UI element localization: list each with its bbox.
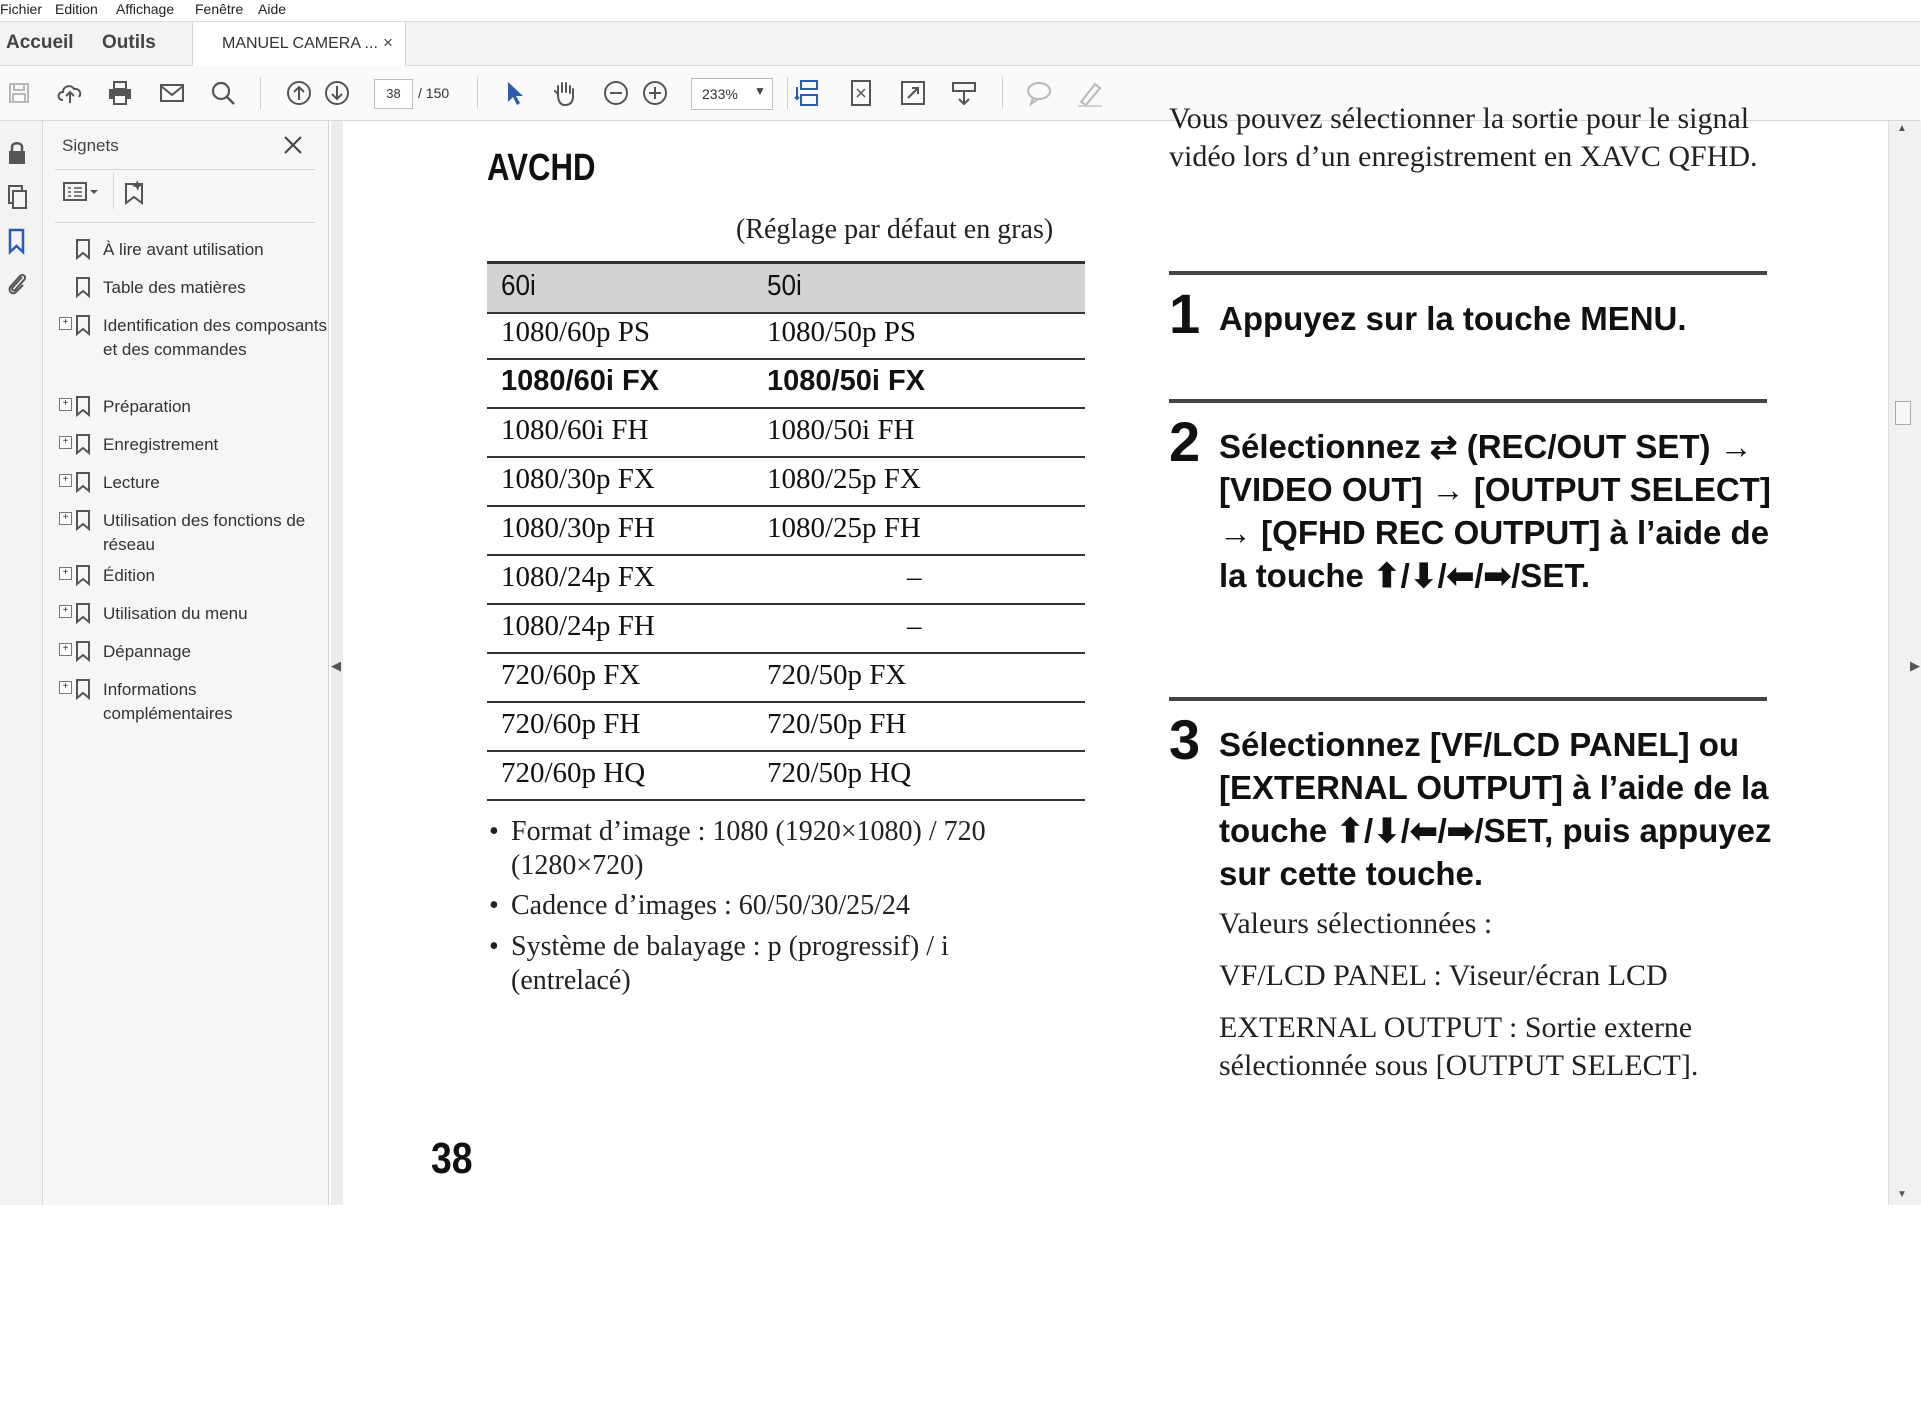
menu-fichier[interactable]: Fichier [0,1,43,17]
search-icon[interactable] [208,78,238,108]
bullet-dot: • [489,931,499,962]
table-cell: 1080/30p FH [501,512,655,544]
expand-icon[interactable]: + [59,398,72,411]
step-divider [1169,271,1767,275]
table-header: 60i [501,270,536,302]
fit-page-icon[interactable] [846,78,876,108]
table-cell: – [907,610,922,642]
bookmarks-panel [43,121,329,1205]
menu-fenetre[interactable]: Fenêtre [195,1,244,17]
attachments-icon[interactable] [4,269,30,297]
page-number-input[interactable]: 38 [374,79,413,109]
bullet-item [489,815,1009,885]
table-row [487,702,1085,752]
tab-document[interactable] [192,22,406,66]
menu-aide[interactable]: Aide [258,1,287,17]
toolbar-divider [477,77,478,109]
expand-right-panel-icon[interactable]: ▶ [1910,658,1920,673]
table-row [487,310,1085,360]
bookmark-label: Enregistrement [103,435,219,454]
menu-edition[interactable]: Edition [55,1,98,17]
bookmark-label: Identification des composants et des commandes [103,316,327,359]
value-item: VF/LCD PANEL : Viseur/écran LCD [1219,959,1668,992]
zoom-select[interactable] [691,78,773,110]
bullet-dot: • [489,816,499,847]
table-cell: 1080/25p FH [767,512,921,544]
expand-icon[interactable]: + [59,436,72,449]
bookmark-label: Utilisation des fonctions de réseau [103,511,306,554]
zoom-out-icon[interactable] [601,78,631,108]
table-cell: 1080/25p FX [767,463,921,495]
close-panel-icon[interactable] [281,133,305,157]
toolbar-divider [787,77,788,109]
tab-outils[interactable]: Outils [102,32,156,53]
table-row-default [487,359,1085,409]
previous-page-icon[interactable] [284,78,314,108]
menu-bar [0,0,1920,22]
save-icon[interactable] [4,78,34,108]
bookmarks-title: Signets [62,136,119,155]
bookmark-icon [75,509,91,531]
table-row [487,408,1085,458]
table-row [487,751,1085,801]
table-cell: – [907,561,922,593]
step-number: 3 [1169,708,1201,771]
page-thumbnails-icon[interactable] [4,183,30,211]
step-text: Appuyez sur la touche MENU. [1219,300,1687,337]
bookmark-icon [75,564,91,586]
page-total: / 150 [418,85,450,101]
table-cell: 1080/50i FH [767,414,915,446]
email-icon[interactable] [157,78,187,108]
default-setting-note: (Réglage par défaut en gras) [736,214,1054,245]
bookmark-label: Dépannage [103,642,191,661]
pdf-page [343,102,1888,1205]
bookmark-icon [75,276,91,298]
table-cell: 720/50p HQ [767,757,912,789]
table-row [487,604,1085,654]
print-icon[interactable] [105,78,135,108]
bookmark-label: Utilisation du menu [103,604,248,623]
menu-affichage[interactable]: Affichage [116,1,175,17]
table-cell: 1080/60p PS [501,316,651,348]
bookmark-icon [75,471,91,493]
chevron-down-icon: ▼ [754,84,766,98]
left-rail [0,121,43,1205]
read-aloud-icon[interactable] [949,78,979,108]
cloud-upload-icon[interactable] [55,78,85,108]
new-bookmark-icon[interactable] [120,178,150,206]
panel-divider [55,169,315,170]
values-label: Valeurs sélectionnées : [1219,907,1493,940]
bookmark-icon [75,602,91,624]
scrollbar-thumb[interactable] [1895,401,1911,425]
expand-icon[interactable]: + [59,474,72,487]
table-cell: 720/50p FH [767,708,907,740]
bullet-item [489,889,1009,925]
bookmark-icon [75,678,91,700]
expand-icon[interactable]: + [59,643,72,656]
hand-tool-icon[interactable] [549,78,579,108]
step-text: Sélectionnez [VF/LCD PANEL] ou [EXTERNAL OUTPUT] à l’aide de la touche ⬆/⬇/⬅/➡/SET, puis appuyez sur cette touche. [1219,726,1772,892]
bookmark-icon [75,433,91,455]
bullet-dot: • [489,890,499,921]
close-tab-icon[interactable]: × [383,33,393,52]
bookmark-options-icon[interactable] [63,178,103,206]
table-header-row [487,261,1085,314]
step-divider [1169,697,1767,701]
next-page-icon[interactable] [322,78,352,108]
select-tool-icon[interactable] [499,78,529,108]
table-cell: 720/50p FX [767,659,907,691]
table-cell: 1080/24p FH [501,610,655,642]
full-screen-icon[interactable] [898,78,928,108]
step-number: 1 [1169,282,1201,345]
zoom-value: 233% [702,86,738,102]
document-viewer[interactable] [331,102,1888,1205]
tab-accueil[interactable]: Accueil [6,32,74,53]
bullet-text: Format d’image : 1080 (1920×1080) / 720 (1280×720) [511,816,986,881]
bookmark-label: Préparation [103,397,191,416]
table-cell: 1080/24p FX [501,561,655,593]
table-row [487,653,1085,703]
bullet-text: Cadence d’images : 60/50/30/25/24 [511,890,910,921]
bookmark-icon [75,395,91,417]
tab-bar [0,22,1920,66]
table-row [487,555,1085,605]
expand-icon[interactable]: + [59,512,72,525]
table-cell: 1080/50i FX [767,365,925,397]
expand-icon[interactable]: + [59,681,72,694]
bookmark-label: À lire avant utilisation [103,240,264,259]
table-cell: 1080/50p PS [767,316,917,348]
table-cell: 720/60p FH [501,708,641,740]
panel-divider [113,173,114,209]
table-cell: 720/60p FX [501,659,641,691]
scroll-down-icon[interactable]: ▼ [1897,1189,1907,1200]
table-cell: 1080/60i FX [501,365,659,397]
comment-icon[interactable] [1024,78,1054,108]
bullet-item [489,930,1009,1000]
collapse-panel-icon[interactable]: ◀ [331,658,341,673]
toolbar-divider [1002,77,1003,109]
bookmark-icon [75,640,91,662]
expand-icon[interactable]: + [59,317,72,330]
table-cell: 1080/60i FH [501,414,649,446]
document-tab-label: MANUEL CAMERA ... [222,35,378,52]
toolbar-divider [260,77,261,109]
step-text: Sélectionnez ⇄ (REC/OUT SET) → [VIDEO OUT] → [OUTPUT SELECT] → [QFHD REC OUTPUT] à l’aide de la touche ⬆/⬇/⬅/➡/SET. [1219,428,1771,594]
scrolling-mode-icon[interactable] [794,78,824,108]
panel-divider [55,222,315,223]
expand-icon[interactable]: + [59,567,72,580]
bookmark-label: Informations complémentaires [103,680,233,723]
table-cell: 720/60p HQ [501,757,646,789]
page-number: 38 [431,1134,473,1183]
highlight-pen-icon[interactable] [1075,78,1105,108]
step-divider [1169,399,1767,403]
value-item: EXTERNAL OUTPUT : Sortie externe sélectionnée sous [OUTPUT SELECT]. [1219,1011,1699,1082]
intro-paragraph: Vous pouvez sélectionner la sortie pour le signal vidéo lors d’un enregistrement en XAVC QFHD. [1169,102,1758,173]
bookmarks-panel-icon[interactable] [4,227,30,255]
bullet-text: Système de balayage : p (progressif) / i (entrelacé) [511,931,949,996]
bookmark-label: Table des matières [103,278,246,297]
table-header: 50i [767,270,802,302]
lock-icon[interactable] [4,139,30,167]
table-row [487,506,1085,556]
step-number: 2 [1169,410,1201,473]
section-title: AVCHD [487,147,596,189]
bookmark-label: Édition [103,566,155,585]
scroll-up-icon[interactable]: ▲ [1897,123,1907,134]
bookmark-label: Lecture [103,473,160,492]
expand-icon[interactable]: + [59,605,72,618]
bookmark-icon [75,314,91,336]
table-cell: 1080/30p FX [501,463,655,495]
bookmark-icon [75,238,91,260]
zoom-in-icon[interactable] [640,78,670,108]
table-row [487,457,1085,507]
